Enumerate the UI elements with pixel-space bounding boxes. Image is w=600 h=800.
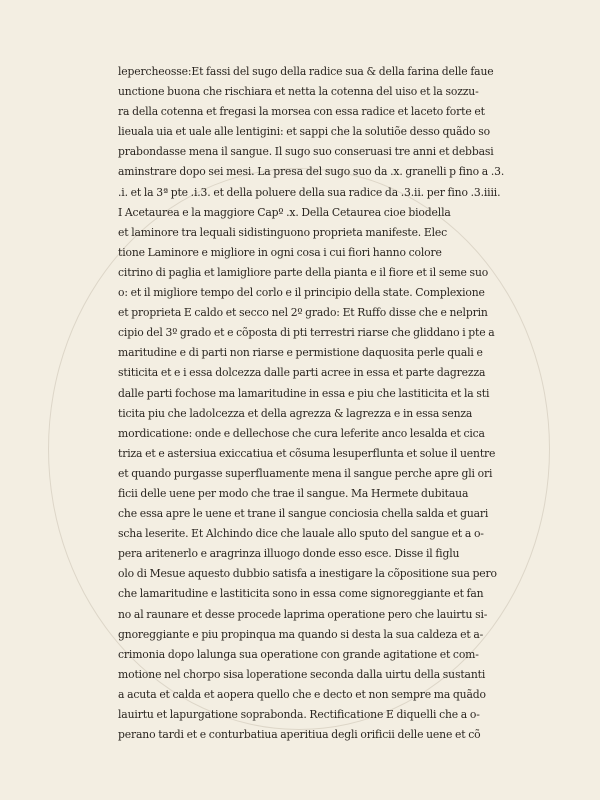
text-line: crimonia dopo lalunga sua operatione con grande agitatione et com- [118,647,479,661]
text-line: tione Laminore e migliore in ogni cosa i cui fiori hanno colore [118,245,442,259]
text-line: motione nel chorpo sisa loperatione seconda dalla uirtu della sustanti [118,667,486,681]
text-line: maritudine e di parti non riarse e permistione daquosita perle quali e [118,346,483,360]
text-line: olo di Mesue aquesto dubbio satisfa a inestigare la cõpositione sua pero [118,567,497,581]
text-line: no al raunare et desse procede laprima operatione pero che lauirtu si- [118,607,488,621]
text-line: che lamaritudine e lastiticita sono in essa come signoreggiante et fan [118,587,484,601]
text-line: triza et e astersiua exiccatiua et cõsuma lesuperflunta et solue il uentre [118,446,496,460]
text-line: perano tardi et e conturbatiua aperitiua degli orificii delle uene et cõ [118,728,481,742]
text-line: .i. et la 3ª pte .i.3. et della poluere della sua radice da .3.ii. per fino .3.iiii. [118,185,501,199]
text-block [118,62,548,745]
text-line: ticita piu che ladolcezza et della agrezza & lagrezza e in essa senza [118,406,473,420]
text-line: et laminore tra lequali sidistinguono proprieta manifeste. Elec [118,225,448,239]
text-line: et quando purgasse superfluamente mena il sangue perche apre gli ori [118,466,493,480]
text-line: a acuta et calda et aopera quello che e decto et non sempre ma quãdo [118,687,486,701]
text-line: I Acetaurea e la maggiore Capº .x. Della Cetaurea cioe biodella [118,205,451,219]
text-line: pera aritenerlo e aragrinza illuogo donde esso esce. Disse il figlu [118,547,460,561]
text-line: lauirtu et lapurgatione soprabonda. Rectificatione E diquelli che a o- [118,708,480,721]
text-line: ra della cotenna et fregasi la morsea con essa radice et laceto forte et [118,105,485,119]
text-line: lieuala uia et uale alle lentigini: et sappi che la solutiõe desso quãdo so [118,125,491,139]
text-line: prabondasse mena il sangue. Il sugo suo conseruasi tre anni et debbasi [118,145,494,159]
text-line: o: et il migliore tempo del corlo e il principio della state. Complexione [118,286,485,300]
text-line: scha leserite. Et Alchindo dice che lauale allo sputo del sangue et a o- [118,527,484,541]
text-line: dalle parti fochose ma lamaritudine in essa e piu che lastiticita et la sti [118,386,490,400]
text-line: unctione buona che rischiara et netta la cotenna del uiso et la sozzu- [118,85,479,99]
text-line: stiticita et e i essa dolcezza dalle parti acree in essa et parte dagrezza [118,366,486,380]
text-line: aminstrare dopo sei mesi. La presa del sugo suo da .x. granelli p fino a .3. [118,165,505,179]
text-line: gnoreggiante e piu propinqua ma quando si desta la sua caldeza et a- [118,627,484,641]
text-line: ficii delle uene per modo che trae il sangue. Ma Hermete dubitaua [118,486,469,500]
text-line: et proprieta E caldo et secco nel 2º grado: Et Ruffo disse che e nelprin [118,306,488,320]
text-line: che essa apre le uene et trane il sangue conciosia chella salda et guari [118,507,489,521]
text-line: mordicatione: onde e dellechose che cura leferite anco lesalda et cica [118,426,485,440]
text-line: cipio del 3º grado et e cõposta di pti terrestri riarse che gliddano i pte a [118,326,495,340]
text-line: lepercheosse:Et fassi del sugo della radice sua & della farina delle faue [118,65,494,78]
text-line: citrino di paglia et lamigliore parte della pianta e il fiore et il seme suo [118,265,489,279]
